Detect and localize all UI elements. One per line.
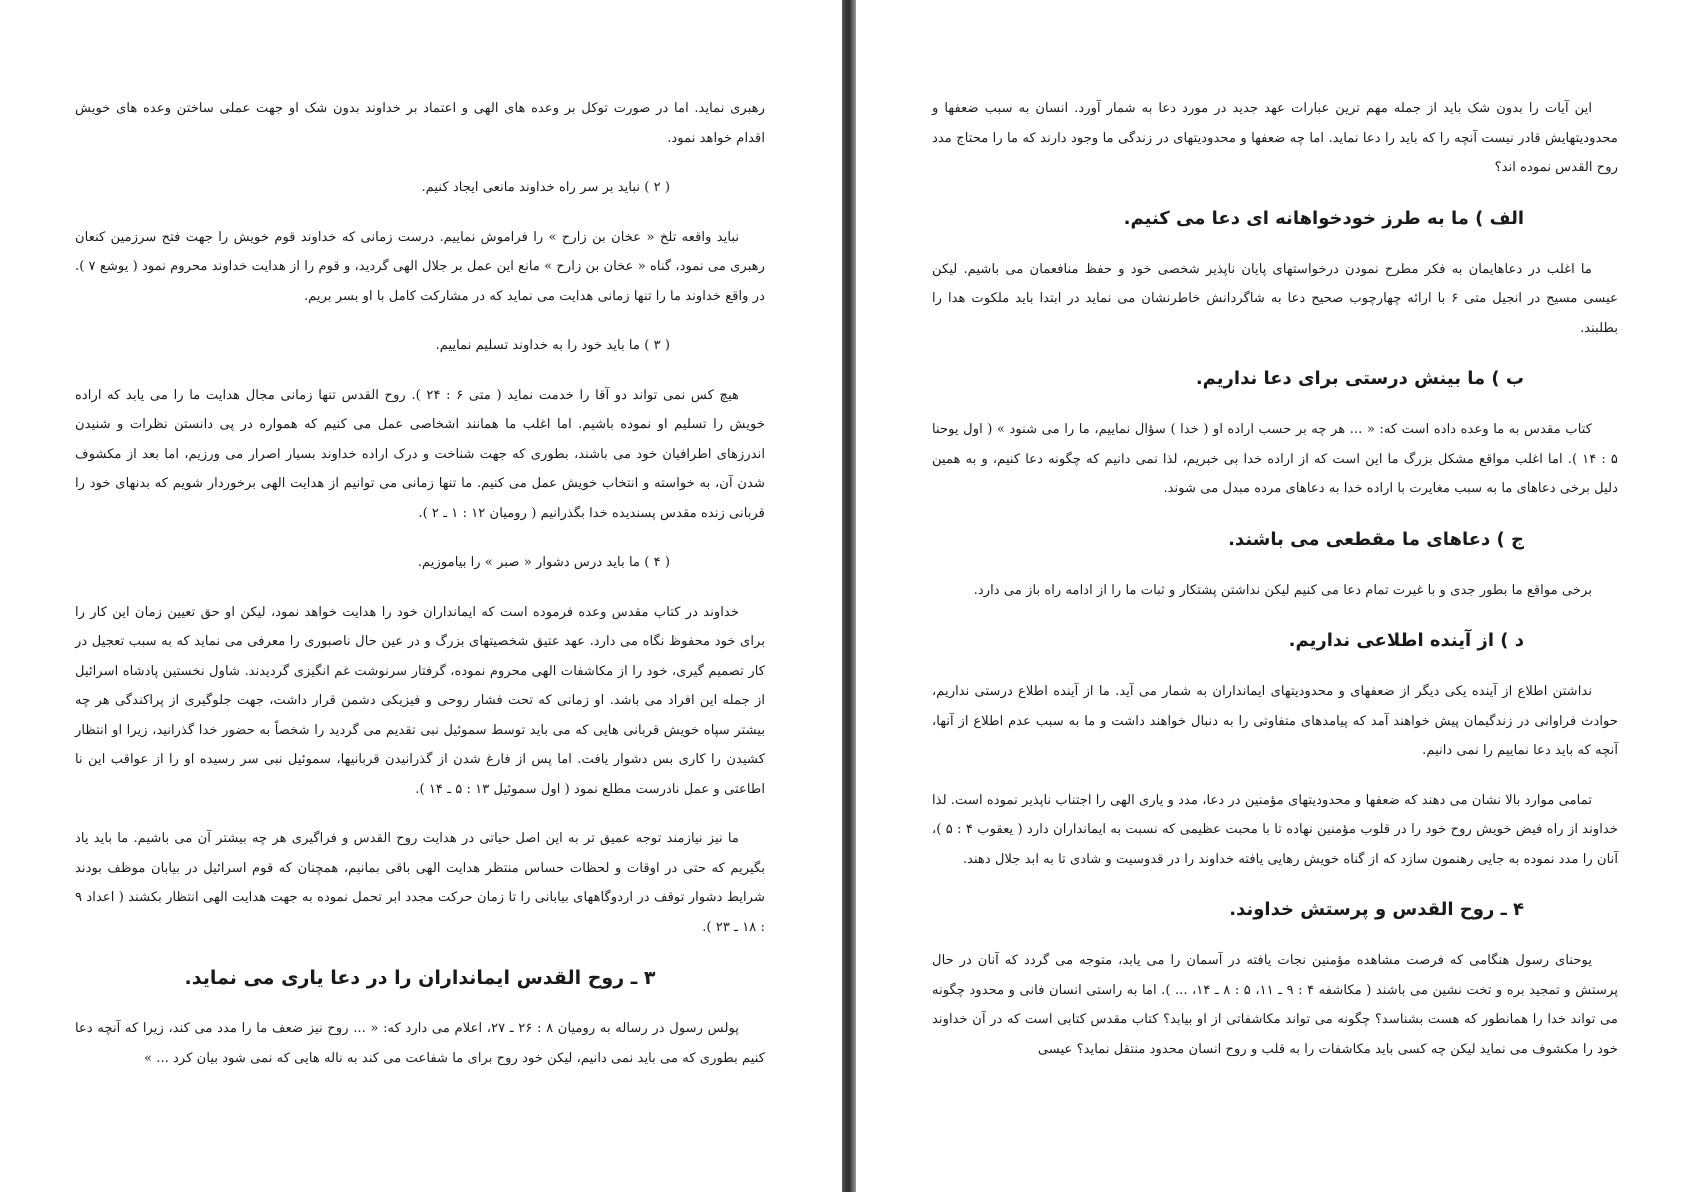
subsection-heading: د ) از آینده اطلاعی نداریم. bbox=[1288, 630, 1524, 651]
left-page-text bbox=[75, 94, 765, 1093]
paragraph: نباید واقعه تلخ « عخان بن زارح » را فراموش نماییم. درست زمانی که خداوند قوم خویش را جهت فتح سرزمین کنعان رهبری می نمود، گناه « عخان بن زارح » مانع این عمل بر جلال الهی گردید، و قوم را از هدایت خداوند محروم نمود ( یوشع ۷ ). در واقع خداوند ما را تنها زمانی هدایت می نماید که در مشارکت کامل با او بسر بریم. bbox=[75, 229, 766, 304]
paragraph: کتاب مقدس به ما وعده داده است که: « ... هر چه بر حسب اراده او ( خدا ) سؤال نماییم، ما را می شنود » ( اول یوحنا ۵ : ۱۴ ). اما اغلب مواقع مشکل بزرگ ما این است که از اراده خدا بی خبریم، لذا نمی دانیم که چگونه دعا کنیم، و به همین دلیل برخی دعاهای ما به سبب مغایرت با اراده خدا به دعاهای مرده مبدل می شوند. bbox=[932, 422, 1619, 496]
paragraph: نداشتن اطلاع از آینده یکی دیگر از ضعفهای و محدودیتهای ایمانداران به شمار می آید. ما از آینده اطلاع درستی نداریم، حوادث فراوانی در زندگیمان پیش خواهند آمد که پیامدهای متفاوتی را به دنبال خواهند داشت و ما به سبب عدم اطلاع از آنها، آنچه که باید دعا نماییم را نمی دانیم. bbox=[932, 684, 1618, 758]
paragraph: پولس رسول در رساله به رومیان ۸ : ۲۶ ـ ۲۷، اعلام می دارد که: « ... روح نیز ضعف ما را مدد می کند، زیرا که آنچه دعا کنیم بطوری که می باید نمی دانیم، لیکن خود روح برای ما شفاعت می کند به ناله هایی که نمی شود بیان کرد ... » bbox=[75, 1021, 765, 1066]
paragraph: یوحنای رسول هنگامی که فرصت مشاهده مؤمنین نجات یافته در آسمان را می یابد، متوجه می گردد که آنان در حال پرستش و تمجید بره و تخت نشین می باشند ( مکاشفه ۴ : ۹ ـ ۱۱، ۵ : ۸ ـ ۱۴، ... ). اما به راستی انسان فانی و محدود چگونه می تواند خدا را همانطور که هست بشناسد؟ چگونه می تواند مکاشفاتی از او بیابد؟ کتاب مقدس کتابی است که در آن خداوند خود را مکشوف می نماید لیکن چه کسی باید مکاشفات را به قلب و روح انسان محدود منتقل نماید؟ عیسی bbox=[932, 953, 1619, 1057]
section-heading: ۴ ـ روح القدس و پرستش خداوند. bbox=[1229, 899, 1524, 920]
subsection-heading: الف ) ما به طرز خودخواهانه ای دعا می کنیم. bbox=[1123, 207, 1524, 229]
paragraph: این آیات را بدون شک باید از جمله مهم ترین عبارات عهد جدید در مورد دعا به شمار آورد. انسان به سبب ضعفها و محدودیتهایش قادر نیست آنچه را که باید را دعا نماید. اما چه ضعفها و محدودیتهای در زندگی ما وجود دارند که ما را محتاج مدد روح القدس نموده اند؟ bbox=[932, 101, 1618, 175]
paragraph: رهبری نماید. اما در صورت توکل بر وعده های الهی و اعتماد بر خداوند بدون شک او جهت عملی ساختن وعده های خویش اقدام خواهد نمود. bbox=[75, 101, 765, 146]
paragraph: ما نیز نیازمند توجه عمیق تر به این اصل حیاتی در هدایت روح القدس و فراگیری هر چه بیشتر آن می باشیم. ما باید یاد بگیریم که حتی در اوقات و لحظات حساس منتظر هدایت الهی باقی بمانیم، همچنان که قوم اسرائیل در بیابان موظف بودند شرایط دشوار توقف در اردوگاههای بیابانی را تا زمان حرکت مجدد ابر تحمل نموده به جهت هدایت الهی انتظار بکشند ( اعداد ۹ : ۱۸ ـ ۲۳ ). bbox=[75, 831, 765, 935]
subsection-heading: ب ) ما بینش درستی برای دعا نداریم. bbox=[1195, 368, 1524, 389]
right-page bbox=[856, 0, 1696, 1192]
numbered-point-heading: ( ۴ ) ما باید درس دشوار « صبر » را بیاموزیم. bbox=[417, 555, 670, 570]
paragraph: خداوند در کتاب مقدس وعده فرموده است که ایمانداران خود را هدایت خواهد نمود، لیکن او حق تعیین زمان این کار را برای خود محفوظ نگاه می دارد. عهد عتیق شخصیتهای بزرگ و در عین حال ناصبوری را معرفی می نماید که به سبب تعجیل در کار تصمیم گیری، خود را از مکاشفات الهی محروم نموده، گرفتار سرنوشت غم انگیزی گردیدند. شاول نخستین پادشاه اسرائیل از جمله این افراد می باشد. او زمانی که تحت فشار روحی و فیزیکی دشمن قرار داشت، جهت جلوگیری از پراکندگی هر چه بیشتر سپاه خویش قربانی هایی که می باید توسط سموئیل نبی تقدیم می گردید را شخصاً به حضور خدا گذرانید، زیرا او انتظار کشیدن را کاری بس دشوار یافت. اما پس از فارغ شدن از گذرانیدن قربانیها، سموئیل نبی سر رسیده او را از عواقب این نا اطاعتی و عمل نادرست مطلع نمود ( اول سموئیل ۱۳ : ۵ ـ ۱۴ ). bbox=[75, 604, 765, 797]
section-heading: ۳ ـ روح القدس ایمانداران را در دعا یاری می نماید. bbox=[184, 967, 656, 989]
paragraph: تمامی موارد بالا نشان می دهند که ضعفها و محدودیتهای مؤمنین در دعا، مدد و یاری الهی را اجتناب ناپذیر نموده است. لذا خداوند از راه فیض خویش روح خود را در قلوب مؤمنین نهاده تا با محبت عظیمی که نسبت به ایمانداران دارد ( یعقوب ۴ : ۵ )، آنان را مدد نموده به جایی رهنمون سازد که از گناه خویش رهایی یافته خداوند را در قدوسیت و شادی تا به ابد جلال دهند. bbox=[932, 792, 1618, 867]
left-page bbox=[0, 0, 842, 1192]
subsection-heading: ج ) دعاهای ما مقطعی می باشند. bbox=[1228, 528, 1524, 550]
numbered-point-heading: ( ۲ ) نباید بر سر راه خداوند مانعی ایجاد کنیم. bbox=[421, 180, 670, 195]
paragraph: هیچ کس نمی تواند دو آقا را خدمت نماید ( متی ۶ : ۲۴ ). روح القدس تنها زمانی مجال هدایت ما را می یابد که اراده خویش را تسلیم او نموده باشیم. اما اغلب ما همانند اشخاصی عمل می کنیم که همواره در پی دانستن نظرات و شنیدن اندرزهای اطرافیان خود می باشند، بطوری که جهت شناخت و درک اراده خداوند بسیار اصرار می ورزیم، اما بعد از مکشوف شدن آن، به خواسته و انتخاب خویش عمل می کنیم. ما تنها زمانی می توانیم از هدایت الهی برخوردار شویم که بدنهای خود را قربانی زنده مقدس پسندیده خدا بگذرانیم ( رومیان ۱۲ : ۱ ـ ۲ ). bbox=[75, 387, 765, 521]
numbered-point-heading: ( ۳ ) ما باید خود را به خداوند تسلیم نماییم. bbox=[435, 338, 670, 353]
paragraph: برخی مواقع ما بطور جدی و با غیرت تمام دعا می کنیم لیکن نداشتن پشتکار و ثبات ما را از ادامه راه باز می دارد. bbox=[973, 582, 1592, 598]
right-page-text bbox=[932, 94, 1618, 1084]
paragraph: ما اغلب در دعاهایمان به فکر مطرح نمودن درخواستهای پایان ناپذیر شخصی خود و حفظ منافعمان می باشیم. لیکن عیسی مسیح در انجیل متی ۶ با ارائه چهارچوب صحیح دعا به شاگردانش خاطرنشان می نماید در ابتدا باید ملکوت هدا را بطلبند. bbox=[932, 261, 1618, 336]
page-gutter-divider bbox=[842, 0, 856, 1192]
